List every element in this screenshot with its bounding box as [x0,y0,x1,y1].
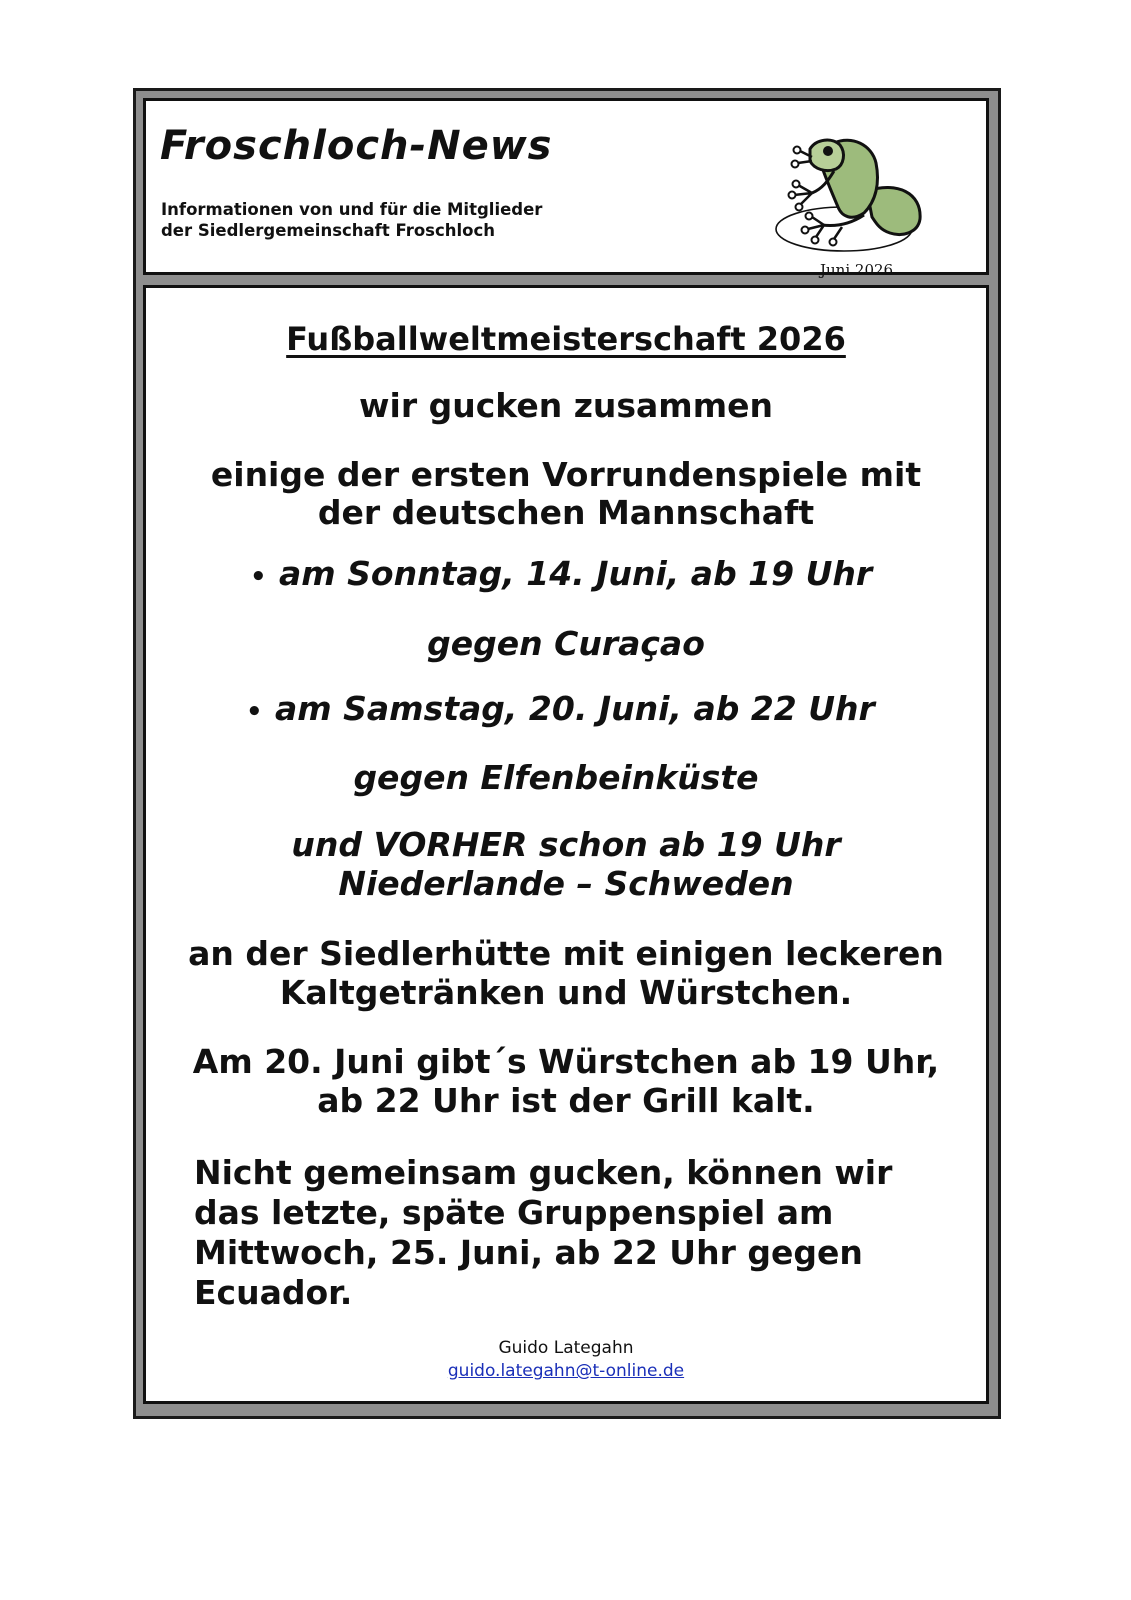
food-line-1: Am 20. Juni gibt´s Würstchen ab 19 Uhr, [192,1042,940,1081]
lead-line-2: der deutschen Mannschaft [317,493,815,532]
venue-line-1: an der Siedlerhütte mit einigen leckeren [188,934,944,973]
issue-date: Juni 2026 [820,261,894,279]
pre-match-line-1: und VORHER schon ab 19 Uhr [291,825,841,864]
newsletter-frame [133,88,1001,1419]
newsletter-subtitle [161,199,542,241]
frog-logo-icon [772,131,932,256]
newsletter-header [143,98,989,279]
subtitle-line-1: Informationen von und für die Mitglieder [161,200,543,219]
closing-note [194,1153,892,1313]
pre-match-line-2: Niederlande – Schweden [338,864,794,903]
newsletter-title: Froschloch-News [160,123,553,169]
food-line-2: ab 22 Uhr ist der Grill kalt. [317,1081,815,1120]
bullet-game-1: • [250,562,267,592]
closing-line-2: das letzte, späte Gruppenspiel am [194,1193,834,1232]
author-email-link[interactable] [146,1361,986,1381]
intro-line: wir gucken zusammen [359,386,773,425]
closing-line-4: Ecuador. [194,1273,353,1312]
closing-line-1: Nicht gemeinsam gucken, können wir [194,1153,893,1192]
game-2-opponent: gegen Elfenbeinküste [353,758,759,797]
lead-line-1: einige der ersten Vorrundenspiele mit [210,455,922,494]
announcement-panel [143,285,989,1404]
headline: Fußballweltmeisterschaft 2026 [286,320,846,358]
game-2-date: am Samstag, 20. Juni, ab 22 Uhr [275,689,875,728]
game-1-date: am Sonntag, 14. Juni, ab 19 Uhr [279,554,873,593]
author-name: Guido Lategahn [498,1338,634,1358]
venue-line-2: Kaltgetränken und Würstchen. [279,973,853,1012]
subtitle-line-2: der Siedlergemeinschaft Froschloch [161,221,496,240]
game-1-opponent: gegen Curaçao [427,624,705,663]
closing-line-3: Mittwoch, 25. Juni, ab 22 Uhr gegen [194,1233,863,1272]
bullet-game-2: • [246,697,263,727]
author-email[interactable]: guido.lategahn@t-online.de [447,1361,685,1381]
